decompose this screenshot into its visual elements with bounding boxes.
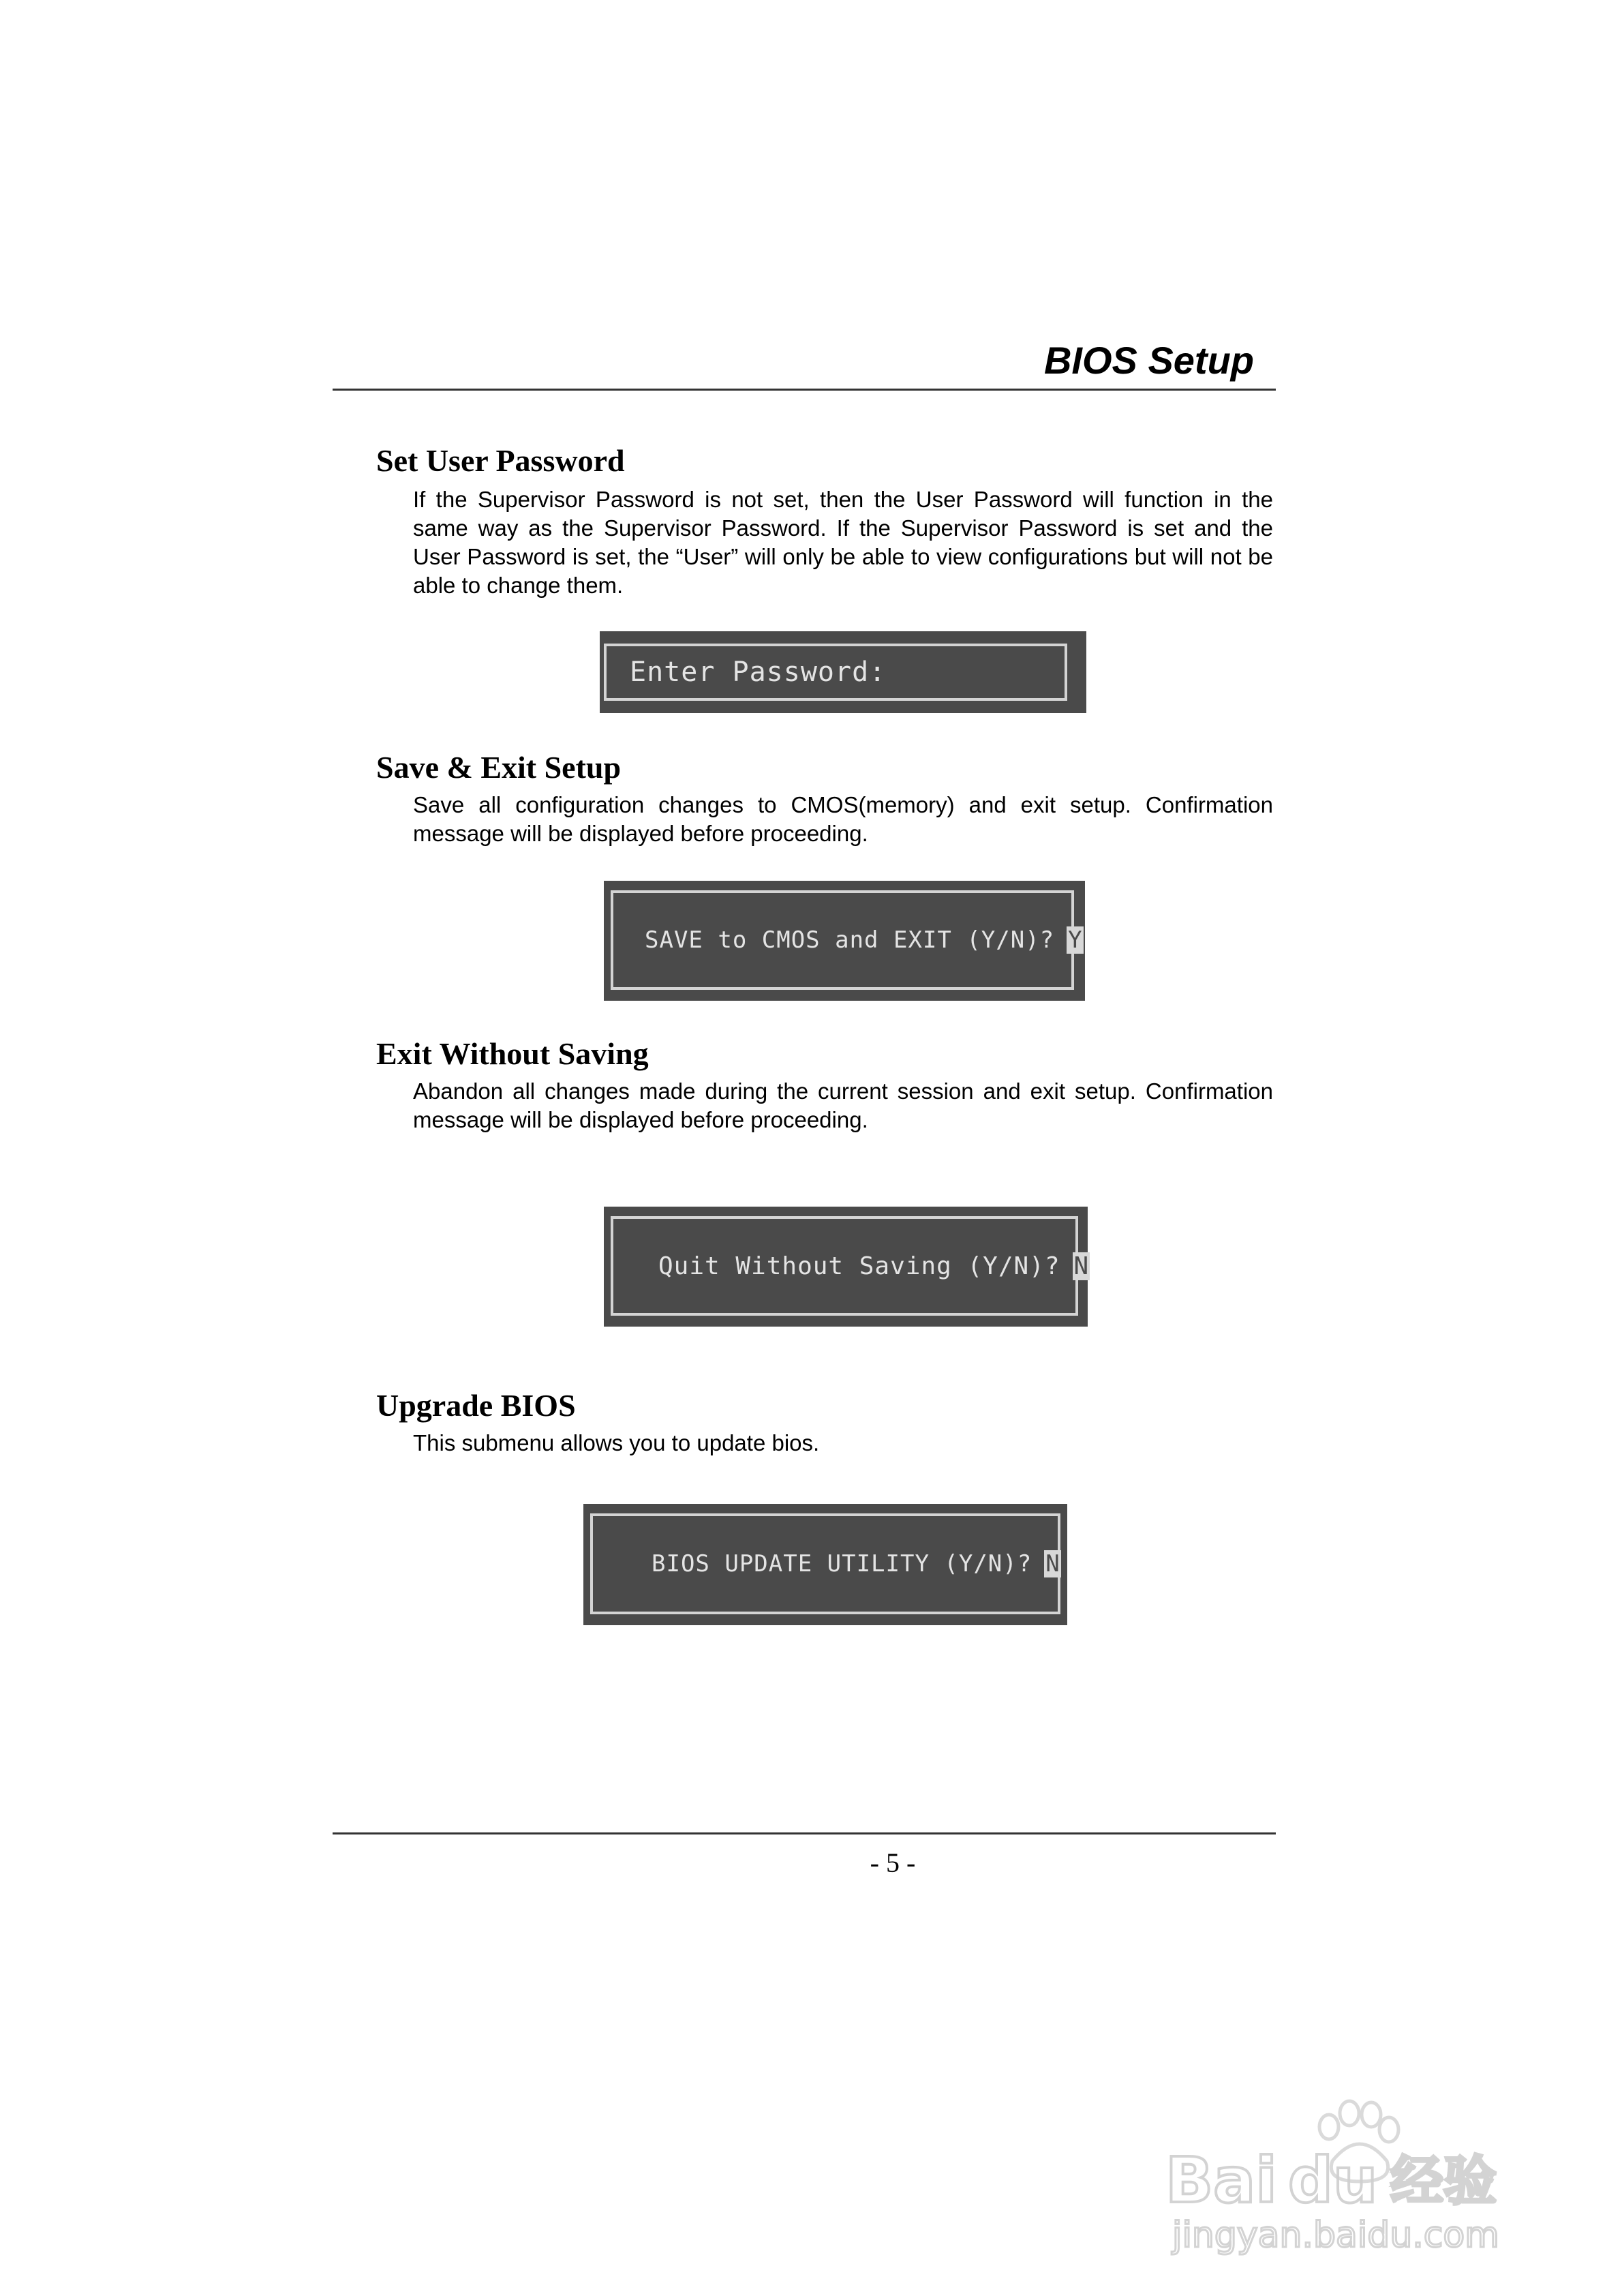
section-title-save-exit-setup: Save & Exit Setup	[376, 750, 622, 785]
section-body-save-exit-setup: Save all configuration changes to CMOS(memory) and exit setup. Confirmation message will be displayed before proceeding.	[413, 792, 1273, 846]
section-title-exit-without-saving: Exit Without Saving	[376, 1036, 649, 1071]
quit-without-saving-prompt: Quit Without Saving (Y/N)?	[658, 1252, 1060, 1280]
section-title-set-user-password: Set User Password	[376, 443, 625, 478]
bios-update-utility-dialog-frame	[590, 1513, 1060, 1614]
page-number: - 5 -	[870, 1847, 916, 1878]
svg-text:经验: 经验	[1390, 2151, 1497, 2212]
save-exit-dialog	[604, 881, 1085, 1001]
save-exit-prompt: SAVE to CMOS and EXIT (Y/N)?	[645, 926, 1055, 954]
quit-without-saving-dialog	[604, 1207, 1088, 1327]
footer-rule	[333, 1832, 1276, 1834]
save-exit-dialog-frame	[611, 890, 1082, 990]
save-exit-answer-cursor: Y	[1068, 926, 1082, 954]
enter-password-dialog-frame	[604, 644, 1067, 701]
quit-without-saving-dialog-frame	[611, 1216, 1089, 1316]
section-title-upgrade-bios: Upgrade BIOS	[376, 1388, 576, 1423]
svg-text:Bai: Bai	[1165, 2144, 1277, 2217]
svg-text:du: du	[1288, 2144, 1378, 2217]
bios-update-utility-prompt: BIOS UPDATE UTILITY (Y/N)?	[652, 1550, 1032, 1577]
bios-update-utility-dialog	[583, 1504, 1067, 1625]
section-body-exit-without-saving: Abandon all changes made during the current session and exit setup. Confirmation message will be displayed before proceeding.	[413, 1078, 1273, 1132]
page-header-title: BIOS Setup	[1043, 339, 1254, 382]
baidu-jingyan-watermark-logo	[1159, 2086, 1567, 2263]
enter-password-dialog	[600, 631, 1086, 713]
bios-update-utility-answer-cursor: N	[1045, 1550, 1060, 1577]
header-rule	[333, 389, 1276, 391]
section-body-set-user-password: If the Supervisor Password is not set, then the User Password will function in the same way as the Supervisor Password. If the Supervisor Password is set and the User Password is set, the “User” will only be able to view configurations but will not be able to change them.	[413, 487, 1273, 598]
section-body-upgrade-bios: This submenu allows you to update bios.	[413, 1430, 820, 1455]
quit-without-saving-answer-cursor: N	[1073, 1252, 1089, 1280]
svg-text:jingyan.baidu.com: jingyan.baidu.com	[1172, 2215, 1499, 2256]
enter-password-prompt: Enter Password:	[630, 656, 887, 688]
